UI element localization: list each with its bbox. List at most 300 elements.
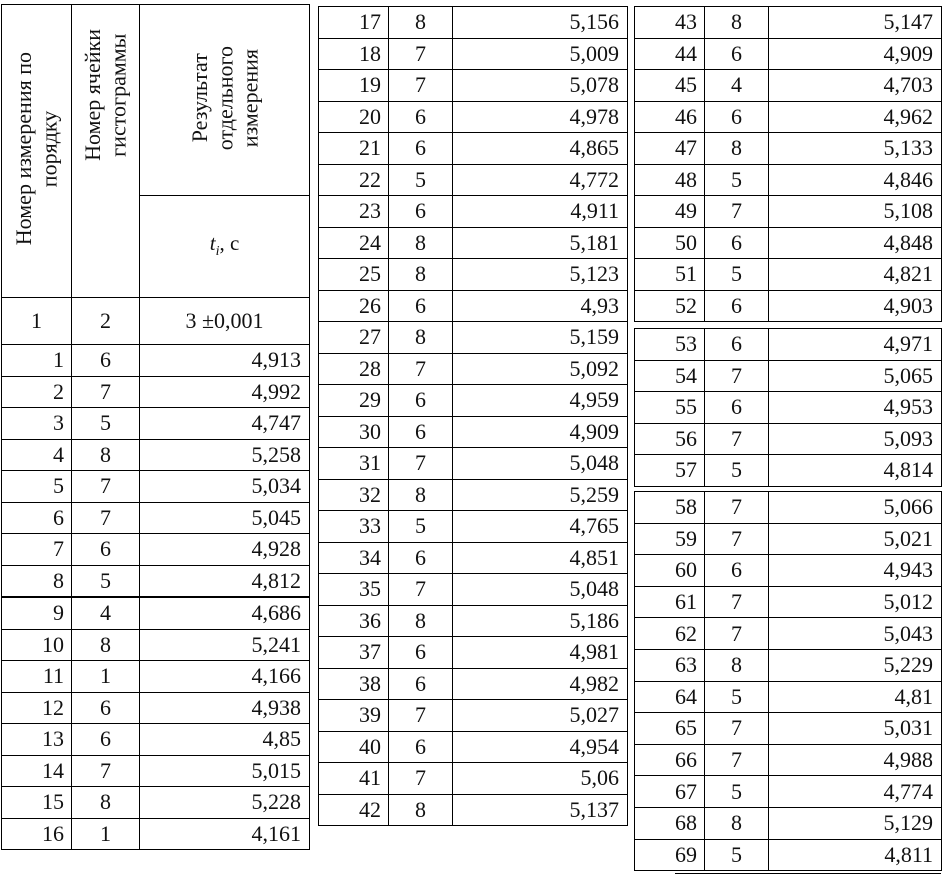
measurement-result: 5,012 bbox=[769, 586, 942, 618]
measurement-result: 5,108 bbox=[769, 196, 942, 228]
table-row bbox=[635, 555, 942, 587]
histogram-cell: 4 bbox=[705, 70, 769, 102]
measurement-number: 24 bbox=[319, 227, 389, 259]
measurement-result: 4,992 bbox=[140, 376, 310, 408]
histogram-cell: 6 bbox=[705, 101, 769, 133]
header-col3-line1: Результат bbox=[186, 53, 212, 143]
histogram-cell: 8 bbox=[389, 227, 453, 259]
table-row bbox=[319, 542, 628, 574]
table-row bbox=[319, 574, 628, 606]
table-row bbox=[319, 637, 628, 669]
unit-variable: t bbox=[209, 231, 216, 256]
measurement-number: 53 bbox=[635, 329, 705, 361]
rows-group bbox=[2, 597, 310, 850]
table-row bbox=[635, 649, 942, 681]
measurement-result: 5,021 bbox=[769, 523, 942, 555]
measurement-number: 26 bbox=[319, 290, 389, 322]
measurement-result: 5,027 bbox=[453, 700, 628, 732]
measurement-number: 59 bbox=[635, 523, 705, 555]
measurement-number: 19 bbox=[319, 70, 389, 102]
measurement-number: 18 bbox=[319, 38, 389, 70]
measurement-result: 5,031 bbox=[769, 713, 942, 745]
histogram-cell: 7 bbox=[72, 376, 140, 408]
histogram-cell: 7 bbox=[389, 574, 453, 606]
measurement-result: 4,765 bbox=[453, 511, 628, 543]
header-col3-line3: измерения bbox=[237, 48, 263, 147]
table-row bbox=[635, 196, 942, 228]
table-row bbox=[319, 353, 628, 385]
table-row bbox=[319, 668, 628, 700]
measurement-number: 69 bbox=[635, 839, 705, 871]
header-col3-line2: отдельного bbox=[211, 45, 237, 150]
measurement-number: 34 bbox=[319, 542, 389, 574]
measurement-result: 4,981 bbox=[453, 637, 628, 669]
measurement-result: 4,166 bbox=[140, 661, 310, 693]
measurement-number: 25 bbox=[319, 259, 389, 291]
measurement-number: 48 bbox=[635, 164, 705, 196]
measurement-number: 54 bbox=[635, 360, 705, 392]
table-row bbox=[635, 492, 942, 524]
histogram-cell: 8 bbox=[389, 605, 453, 637]
measurement-result: 4,81 bbox=[769, 681, 942, 713]
measurement-result: 4,703 bbox=[769, 70, 942, 102]
measurements-table-part-1 bbox=[1, 4, 310, 850]
histogram-cell: 7 bbox=[389, 353, 453, 385]
measurement-result: 5,181 bbox=[453, 227, 628, 259]
histogram-cell: 7 bbox=[705, 196, 769, 228]
measurements-table-part-3b bbox=[634, 328, 942, 487]
measurement-number: 50 bbox=[635, 227, 705, 259]
table-row bbox=[319, 227, 628, 259]
table-row bbox=[635, 70, 942, 102]
measurement-result: 5,259 bbox=[453, 479, 628, 511]
measurement-result: 5,06 bbox=[453, 763, 628, 795]
table-row bbox=[635, 713, 942, 745]
table-row bbox=[2, 597, 310, 629]
measurement-result: 4,865 bbox=[453, 133, 628, 165]
header-measurement-number bbox=[2, 5, 72, 298]
measurement-number: 47 bbox=[635, 133, 705, 165]
table-row bbox=[2, 692, 310, 724]
measurement-result: 4,971 bbox=[769, 329, 942, 361]
measurement-result: 5,048 bbox=[453, 574, 628, 606]
measurement-number: 57 bbox=[635, 455, 705, 487]
table-row bbox=[2, 787, 310, 819]
table-row bbox=[2, 724, 310, 756]
histogram-cell: 7 bbox=[72, 755, 140, 787]
table-row bbox=[319, 70, 628, 102]
histogram-cell: 6 bbox=[72, 345, 140, 377]
histogram-cell: 8 bbox=[72, 439, 140, 471]
table-row bbox=[635, 227, 942, 259]
histogram-cell: 6 bbox=[389, 668, 453, 700]
table-row bbox=[319, 700, 628, 732]
table-row bbox=[319, 322, 628, 354]
table-row bbox=[635, 681, 942, 713]
histogram-cell: 6 bbox=[705, 392, 769, 424]
measurement-number: 37 bbox=[319, 637, 389, 669]
measurement-result: 4,821 bbox=[769, 259, 942, 291]
table-row bbox=[635, 290, 942, 322]
measurement-number: 66 bbox=[635, 744, 705, 776]
measurement-number: 62 bbox=[635, 618, 705, 650]
measurement-number: 39 bbox=[319, 700, 389, 732]
table-row bbox=[2, 534, 310, 566]
table-row bbox=[635, 329, 942, 361]
measurement-result: 5,015 bbox=[140, 755, 310, 787]
measurement-number: 29 bbox=[319, 385, 389, 417]
measurement-result: 4,85 bbox=[140, 724, 310, 756]
measurement-number: 2 bbox=[2, 376, 72, 408]
measurement-result: 4,938 bbox=[140, 692, 310, 724]
measurement-result: 5,258 bbox=[140, 439, 310, 471]
histogram-cell: 6 bbox=[389, 731, 453, 763]
histogram-cell: 7 bbox=[705, 360, 769, 392]
table-row bbox=[635, 586, 942, 618]
histogram-cell: 6 bbox=[389, 416, 453, 448]
histogram-cell: 6 bbox=[705, 329, 769, 361]
header-col1-line1: Номер измерения по bbox=[11, 52, 37, 246]
table-row bbox=[635, 259, 942, 291]
table-row bbox=[635, 523, 942, 555]
measurement-number: 68 bbox=[635, 807, 705, 839]
table-row bbox=[319, 448, 628, 480]
histogram-cell: 5 bbox=[705, 681, 769, 713]
table-row bbox=[319, 763, 628, 795]
histogram-cell: 5 bbox=[72, 565, 140, 597]
header-number-1: 1 bbox=[2, 298, 72, 345]
measurement-number: 5 bbox=[2, 471, 72, 503]
measurement-number: 43 bbox=[635, 7, 705, 39]
rows-group bbox=[319, 7, 628, 826]
table-row bbox=[635, 807, 942, 839]
measurement-number: 10 bbox=[2, 629, 72, 661]
measurement-number: 8 bbox=[2, 565, 72, 597]
measurement-result: 5,137 bbox=[453, 794, 628, 826]
histogram-cell: 8 bbox=[389, 259, 453, 291]
measurement-number: 13 bbox=[2, 724, 72, 756]
histogram-cell: 8 bbox=[389, 794, 453, 826]
measurement-result: 5,066 bbox=[769, 492, 942, 524]
histogram-cell: 6 bbox=[705, 290, 769, 322]
measurement-result: 4,962 bbox=[769, 101, 942, 133]
measurement-number: 20 bbox=[319, 101, 389, 133]
measurement-result: 4,747 bbox=[140, 408, 310, 440]
header-unit bbox=[140, 195, 310, 297]
measurement-result: 5,093 bbox=[769, 423, 942, 455]
histogram-cell: 8 bbox=[389, 479, 453, 511]
table-row bbox=[635, 455, 942, 487]
table-row bbox=[319, 290, 628, 322]
measurement-result: 5,228 bbox=[140, 787, 310, 819]
table-row bbox=[2, 755, 310, 787]
measurement-number: 36 bbox=[319, 605, 389, 637]
histogram-cell: 5 bbox=[389, 164, 453, 196]
measurement-number: 55 bbox=[635, 392, 705, 424]
measurements-table-part-3c bbox=[634, 491, 942, 871]
measurement-result: 5,159 bbox=[453, 322, 628, 354]
table-row bbox=[2, 661, 310, 693]
measurement-result: 5,156 bbox=[453, 7, 628, 39]
table-row bbox=[635, 101, 942, 133]
histogram-cell: 6 bbox=[705, 555, 769, 587]
table-row bbox=[635, 839, 942, 871]
measurement-number: 35 bbox=[319, 574, 389, 606]
measurement-number: 4 bbox=[2, 439, 72, 471]
table-row bbox=[319, 164, 628, 196]
measurement-result: 4,772 bbox=[453, 164, 628, 196]
histogram-cell: 7 bbox=[705, 586, 769, 618]
histogram-cell: 5 bbox=[72, 408, 140, 440]
measurement-number: 65 bbox=[635, 713, 705, 745]
histogram-cell: 6 bbox=[72, 724, 140, 756]
measurement-number: 63 bbox=[635, 649, 705, 681]
measurement-result: 4,811 bbox=[769, 839, 942, 871]
histogram-cell: 7 bbox=[389, 448, 453, 480]
measurement-result: 5,045 bbox=[140, 502, 310, 534]
measurement-result: 4,812 bbox=[140, 565, 310, 597]
measurement-result: 5,133 bbox=[769, 133, 942, 165]
measurement-result: 5,048 bbox=[453, 448, 628, 480]
measurement-number: 1 bbox=[2, 345, 72, 377]
measurement-number: 6 bbox=[2, 502, 72, 534]
table-row bbox=[635, 618, 942, 650]
measurement-number: 30 bbox=[319, 416, 389, 448]
measurement-result: 4,93 bbox=[453, 290, 628, 322]
measurement-number: 67 bbox=[635, 776, 705, 808]
histogram-cell: 1 bbox=[72, 818, 140, 850]
histogram-cell: 7 bbox=[389, 38, 453, 70]
measurement-number: 51 bbox=[635, 259, 705, 291]
table-row bbox=[319, 101, 628, 133]
table-row bbox=[635, 38, 942, 70]
table-bottom-stub bbox=[675, 873, 941, 874]
measurement-result: 4,928 bbox=[140, 534, 310, 566]
measurement-number: 46 bbox=[635, 101, 705, 133]
measurement-result: 4,911 bbox=[453, 196, 628, 228]
table-row bbox=[2, 629, 310, 661]
table-row bbox=[319, 133, 628, 165]
header-result bbox=[140, 5, 310, 196]
table-row bbox=[2, 345, 310, 377]
histogram-cell: 6 bbox=[389, 542, 453, 574]
measurement-result: 4,814 bbox=[769, 455, 942, 487]
histogram-cell: 7 bbox=[389, 763, 453, 795]
measurement-number: 16 bbox=[2, 818, 72, 850]
rows-group bbox=[2, 345, 310, 598]
histogram-cell: 6 bbox=[705, 38, 769, 70]
measurement-number: 52 bbox=[635, 290, 705, 322]
histogram-cell: 8 bbox=[705, 807, 769, 839]
measurement-result: 5,065 bbox=[769, 360, 942, 392]
table-row bbox=[319, 416, 628, 448]
measurement-result: 5,129 bbox=[769, 807, 942, 839]
histogram-cell: 7 bbox=[705, 423, 769, 455]
table-row bbox=[635, 423, 942, 455]
table-row bbox=[319, 794, 628, 826]
unit-rest: , с bbox=[219, 231, 240, 256]
table-row bbox=[635, 164, 942, 196]
histogram-cell: 6 bbox=[389, 133, 453, 165]
measurement-number: 61 bbox=[635, 586, 705, 618]
table-row bbox=[635, 133, 942, 165]
table-row bbox=[635, 7, 942, 39]
table-row bbox=[2, 376, 310, 408]
header-histogram-cell bbox=[72, 5, 140, 298]
measurement-number: 15 bbox=[2, 787, 72, 819]
measurement-result: 5,034 bbox=[140, 471, 310, 503]
measurement-result: 5,147 bbox=[769, 7, 942, 39]
histogram-cell: 7 bbox=[705, 713, 769, 745]
table-row bbox=[2, 439, 310, 471]
histogram-cell: 7 bbox=[705, 492, 769, 524]
table-row bbox=[2, 818, 310, 850]
measurement-number: 12 bbox=[2, 692, 72, 724]
measurement-number: 41 bbox=[319, 763, 389, 795]
histogram-cell: 8 bbox=[705, 133, 769, 165]
measurement-result: 5,241 bbox=[140, 629, 310, 661]
histogram-cell: 4 bbox=[72, 597, 140, 629]
table-row bbox=[319, 731, 628, 763]
table-row bbox=[635, 360, 942, 392]
measurement-result: 4,978 bbox=[453, 101, 628, 133]
measurement-number: 42 bbox=[319, 794, 389, 826]
measurement-number: 28 bbox=[319, 353, 389, 385]
table-row bbox=[2, 408, 310, 440]
measurement-result: 4,943 bbox=[769, 555, 942, 587]
measurement-number: 14 bbox=[2, 755, 72, 787]
measurement-result: 4,161 bbox=[140, 818, 310, 850]
histogram-cell: 1 bbox=[72, 661, 140, 693]
measurement-result: 4,909 bbox=[453, 416, 628, 448]
histogram-cell: 5 bbox=[705, 839, 769, 871]
header-number-3: 3 ±0,001 bbox=[140, 298, 310, 345]
measurement-result: 4,909 bbox=[769, 38, 942, 70]
measurement-result: 4,848 bbox=[769, 227, 942, 259]
histogram-cell: 8 bbox=[389, 322, 453, 354]
histogram-cell: 8 bbox=[705, 649, 769, 681]
histogram-cell: 6 bbox=[389, 101, 453, 133]
histogram-cell: 7 bbox=[705, 523, 769, 555]
measurement-number: 31 bbox=[319, 448, 389, 480]
measurement-result: 5,043 bbox=[769, 618, 942, 650]
measurement-number: 27 bbox=[319, 322, 389, 354]
histogram-cell: 7 bbox=[705, 618, 769, 650]
table-row bbox=[2, 471, 310, 503]
histogram-cell: 5 bbox=[705, 164, 769, 196]
measurement-result: 5,123 bbox=[453, 259, 628, 291]
histogram-cell: 6 bbox=[72, 534, 140, 566]
measurement-number: 7 bbox=[2, 534, 72, 566]
measurement-result: 4,846 bbox=[769, 164, 942, 196]
header-col2-line2: гистограммы bbox=[105, 33, 131, 157]
histogram-cell: 8 bbox=[72, 787, 140, 819]
table-row bbox=[319, 605, 628, 637]
histogram-cell: 6 bbox=[389, 290, 453, 322]
table-row bbox=[2, 502, 310, 534]
measurement-number: 22 bbox=[319, 164, 389, 196]
measurement-number: 38 bbox=[319, 668, 389, 700]
table-row bbox=[635, 744, 942, 776]
measurement-result: 4,982 bbox=[453, 668, 628, 700]
measurement-result: 5,229 bbox=[769, 649, 942, 681]
header-number-2: 2 bbox=[72, 298, 140, 345]
histogram-cell: 5 bbox=[705, 259, 769, 291]
measurement-number: 60 bbox=[635, 555, 705, 587]
measurement-number: 58 bbox=[635, 492, 705, 524]
measurement-result: 4,686 bbox=[140, 597, 310, 629]
measurement-number: 49 bbox=[635, 196, 705, 228]
histogram-cell: 8 bbox=[389, 7, 453, 39]
table-row bbox=[319, 511, 628, 543]
histogram-cell: 6 bbox=[389, 637, 453, 669]
measurement-result: 5,078 bbox=[453, 70, 628, 102]
measurement-number: 3 bbox=[2, 408, 72, 440]
measurements-table-part-3a bbox=[634, 6, 942, 322]
measurement-result: 4,954 bbox=[453, 731, 628, 763]
table-row bbox=[2, 565, 310, 597]
measurement-number: 23 bbox=[319, 196, 389, 228]
measurements-table-part-2 bbox=[318, 6, 628, 826]
measurement-number: 32 bbox=[319, 479, 389, 511]
measurement-result: 4,988 bbox=[769, 744, 942, 776]
measurement-number: 21 bbox=[319, 133, 389, 165]
measurement-number: 45 bbox=[635, 70, 705, 102]
table-row bbox=[319, 385, 628, 417]
measurement-result: 5,186 bbox=[453, 605, 628, 637]
measurement-result: 4,913 bbox=[140, 345, 310, 377]
table-row bbox=[319, 479, 628, 511]
measurement-number: 11 bbox=[2, 661, 72, 693]
measurement-number: 40 bbox=[319, 731, 389, 763]
measurement-number: 64 bbox=[635, 681, 705, 713]
rows-group bbox=[635, 7, 942, 322]
histogram-cell: 6 bbox=[389, 196, 453, 228]
histogram-cell: 7 bbox=[705, 744, 769, 776]
measurement-number: 44 bbox=[635, 38, 705, 70]
histogram-cell: 6 bbox=[72, 692, 140, 724]
rows-group bbox=[635, 329, 942, 487]
histogram-cell: 6 bbox=[389, 385, 453, 417]
measurement-result: 4,774 bbox=[769, 776, 942, 808]
histogram-cell: 8 bbox=[72, 629, 140, 661]
measurement-number: 17 bbox=[319, 7, 389, 39]
measurement-number: 33 bbox=[319, 511, 389, 543]
table-row bbox=[319, 196, 628, 228]
measurement-number: 56 bbox=[635, 423, 705, 455]
histogram-cell: 5 bbox=[705, 776, 769, 808]
measurement-result: 5,009 bbox=[453, 38, 628, 70]
histogram-cell: 5 bbox=[389, 511, 453, 543]
table-row bbox=[319, 7, 628, 39]
histogram-cell: 6 bbox=[705, 227, 769, 259]
measurement-result: 4,959 bbox=[453, 385, 628, 417]
rows-group bbox=[635, 492, 942, 871]
measurement-result: 4,953 bbox=[769, 392, 942, 424]
header-col2-line1: Номер ячейки bbox=[80, 29, 106, 161]
measurement-result: 5,092 bbox=[453, 353, 628, 385]
histogram-cell: 7 bbox=[389, 700, 453, 732]
table-row bbox=[319, 259, 628, 291]
header-col1-line2: порядку bbox=[36, 110, 62, 188]
histogram-cell: 7 bbox=[72, 502, 140, 534]
histogram-cell: 5 bbox=[705, 455, 769, 487]
table-row bbox=[635, 392, 942, 424]
measurement-number: 9 bbox=[2, 597, 72, 629]
measurement-result: 4,851 bbox=[453, 542, 628, 574]
histogram-cell: 8 bbox=[705, 7, 769, 39]
table-row bbox=[319, 38, 628, 70]
